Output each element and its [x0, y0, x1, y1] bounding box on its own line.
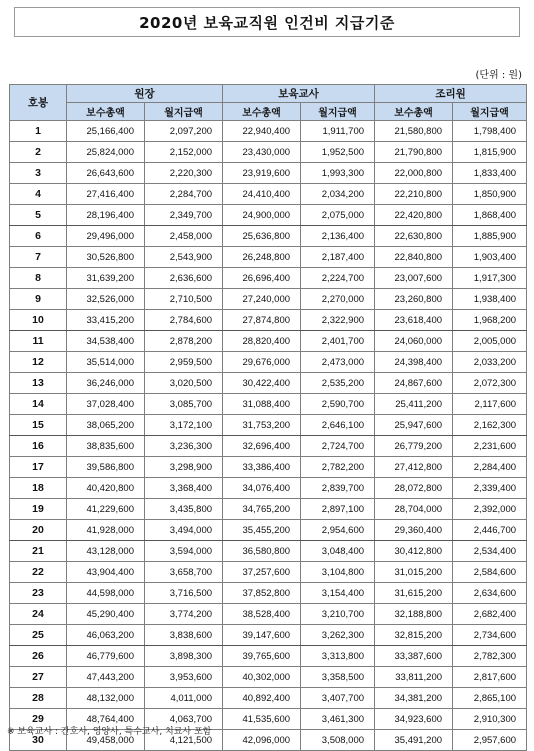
- cook-monthly-cell: 2,957,600: [453, 730, 527, 751]
- cook-monthly-cell: 2,910,300: [453, 709, 527, 730]
- teacher-total-cell: 30,422,400: [223, 373, 301, 394]
- cook-monthly-cell: 2,005,000: [453, 331, 527, 352]
- grade-cell: 6: [10, 226, 67, 247]
- cook-monthly-cell: 1,917,300: [453, 268, 527, 289]
- director-monthly-cell: 2,152,000: [145, 142, 223, 163]
- teacher-monthly-cell: 2,401,700: [301, 331, 375, 352]
- grade-cell: 22: [10, 562, 67, 583]
- cook-total-cell: 24,060,000: [375, 331, 453, 352]
- teacher-total-cell: 22,940,400: [223, 121, 301, 142]
- sub-header: 월지급액: [301, 103, 375, 121]
- group-header-teacher: 보육교사: [223, 85, 375, 103]
- teacher-monthly-cell: 2,075,000: [301, 205, 375, 226]
- cook-monthly-cell: 2,534,400: [453, 541, 527, 562]
- grade-cell: 13: [10, 373, 67, 394]
- table-row: [10, 520, 527, 541]
- teacher-total-cell: 31,753,200: [223, 415, 301, 436]
- teacher-total-cell: 42,096,000: [223, 730, 301, 751]
- director-total-cell: 41,928,000: [67, 520, 145, 541]
- cook-total-cell: 22,630,800: [375, 226, 453, 247]
- group-header-director: 원장: [67, 85, 223, 103]
- director-monthly-cell: 3,236,300: [145, 436, 223, 457]
- table-row: [10, 163, 527, 184]
- teacher-monthly-cell: 3,358,500: [301, 667, 375, 688]
- director-monthly-cell: 3,494,000: [145, 520, 223, 541]
- teacher-total-cell: 40,892,400: [223, 688, 301, 709]
- table-row: [10, 499, 527, 520]
- title-box: [14, 7, 520, 37]
- director-monthly-cell: 2,543,900: [145, 247, 223, 268]
- teacher-total-cell: 27,874,800: [223, 310, 301, 331]
- teacher-monthly-cell: 2,839,700: [301, 478, 375, 499]
- grade-cell: 1: [10, 121, 67, 142]
- cook-monthly-cell: 2,162,300: [453, 415, 527, 436]
- table-row: [10, 688, 527, 709]
- director-monthly-cell: 2,349,700: [145, 205, 223, 226]
- cook-monthly-cell: 1,868,400: [453, 205, 527, 226]
- teacher-monthly-cell: 2,270,000: [301, 289, 375, 310]
- group-header-row: [10, 85, 527, 103]
- table-row: [10, 205, 527, 226]
- teacher-total-cell: 25,636,800: [223, 226, 301, 247]
- cook-monthly-cell: 2,865,100: [453, 688, 527, 709]
- cook-total-cell: 24,398,400: [375, 352, 453, 373]
- table-row: [10, 646, 527, 667]
- director-monthly-cell: 2,959,500: [145, 352, 223, 373]
- teacher-monthly-cell: 3,154,400: [301, 583, 375, 604]
- teacher-monthly-cell: 3,210,700: [301, 604, 375, 625]
- sub-header: 월지급액: [145, 103, 223, 121]
- cook-total-cell: 30,412,800: [375, 541, 453, 562]
- grade-cell: 9: [10, 289, 67, 310]
- cook-monthly-cell: 2,782,300: [453, 646, 527, 667]
- director-monthly-cell: 3,898,300: [145, 646, 223, 667]
- teacher-total-cell: 31,088,400: [223, 394, 301, 415]
- director-monthly-cell: 3,020,500: [145, 373, 223, 394]
- salary-table: [9, 84, 527, 751]
- director-total-cell: 30,526,800: [67, 247, 145, 268]
- table-row: [10, 226, 527, 247]
- cook-total-cell: 22,000,800: [375, 163, 453, 184]
- grade-cell: 14: [10, 394, 67, 415]
- teacher-monthly-cell: 1,911,700: [301, 121, 375, 142]
- teacher-monthly-cell: 3,104,800: [301, 562, 375, 583]
- director-total-cell: 27,416,400: [67, 184, 145, 205]
- director-total-cell: 38,065,200: [67, 415, 145, 436]
- cook-total-cell: 22,210,800: [375, 184, 453, 205]
- table-row: [10, 331, 527, 352]
- grade-cell: 7: [10, 247, 67, 268]
- director-monthly-cell: 3,716,500: [145, 583, 223, 604]
- teacher-monthly-cell: 2,590,700: [301, 394, 375, 415]
- table-row: [10, 457, 527, 478]
- teacher-monthly-cell: 1,952,500: [301, 142, 375, 163]
- table-row: [10, 562, 527, 583]
- table-row: [10, 394, 527, 415]
- director-monthly-cell: 3,298,900: [145, 457, 223, 478]
- cook-monthly-cell: 1,903,400: [453, 247, 527, 268]
- director-total-cell: 41,229,600: [67, 499, 145, 520]
- sub-header: 보수총액: [375, 103, 453, 121]
- table-row: [10, 541, 527, 562]
- grade-cell: 2: [10, 142, 67, 163]
- cook-monthly-cell: 2,284,400: [453, 457, 527, 478]
- teacher-monthly-cell: 2,897,100: [301, 499, 375, 520]
- cook-monthly-cell: 1,815,900: [453, 142, 527, 163]
- group-header-cook: 조리원: [375, 85, 527, 103]
- teacher-total-cell: 34,076,400: [223, 478, 301, 499]
- cook-total-cell: 34,923,600: [375, 709, 453, 730]
- director-monthly-cell: 3,774,200: [145, 604, 223, 625]
- director-total-cell: 44,598,000: [67, 583, 145, 604]
- director-total-cell: 46,063,200: [67, 625, 145, 646]
- cook-total-cell: 23,618,400: [375, 310, 453, 331]
- table-row: [10, 310, 527, 331]
- cook-total-cell: 21,580,800: [375, 121, 453, 142]
- teacher-total-cell: 27,240,000: [223, 289, 301, 310]
- teacher-monthly-cell: 3,508,000: [301, 730, 375, 751]
- grade-cell: 19: [10, 499, 67, 520]
- cook-total-cell: 24,867,600: [375, 373, 453, 394]
- director-monthly-cell: 4,121,500: [145, 730, 223, 751]
- grade-header: 호봉: [10, 85, 67, 121]
- teacher-monthly-cell: 2,646,100: [301, 415, 375, 436]
- director-total-cell: 33,415,200: [67, 310, 145, 331]
- teacher-total-cell: 38,528,400: [223, 604, 301, 625]
- unit-label: (단위 : 원): [475, 70, 522, 81]
- director-total-cell: 37,028,400: [67, 394, 145, 415]
- grade-cell: 28: [10, 688, 67, 709]
- teacher-total-cell: 41,535,600: [223, 709, 301, 730]
- cook-monthly-cell: 1,850,900: [453, 184, 527, 205]
- director-total-cell: 32,526,000: [67, 289, 145, 310]
- teacher-monthly-cell: 2,224,700: [301, 268, 375, 289]
- table-body: [10, 121, 527, 751]
- director-total-cell: 43,128,000: [67, 541, 145, 562]
- cook-monthly-cell: 2,231,600: [453, 436, 527, 457]
- director-monthly-cell: 3,085,700: [145, 394, 223, 415]
- teacher-total-cell: 39,147,600: [223, 625, 301, 646]
- director-total-cell: 36,246,000: [67, 373, 145, 394]
- cook-total-cell: 35,491,200: [375, 730, 453, 751]
- director-monthly-cell: 2,284,700: [145, 184, 223, 205]
- grade-cell: 12: [10, 352, 67, 373]
- cook-total-cell: 27,412,800: [375, 457, 453, 478]
- cook-monthly-cell: 2,072,300: [453, 373, 527, 394]
- grade-cell: 23: [10, 583, 67, 604]
- director-total-cell: 39,586,800: [67, 457, 145, 478]
- teacher-monthly-cell: 3,262,300: [301, 625, 375, 646]
- teacher-total-cell: 24,410,400: [223, 184, 301, 205]
- page-title: 2020년 보육교직원 인건비 지급기준: [139, 13, 395, 32]
- cook-monthly-cell: 1,885,900: [453, 226, 527, 247]
- cook-total-cell: 33,811,200: [375, 667, 453, 688]
- cook-monthly-cell: 2,817,600: [453, 667, 527, 688]
- cook-monthly-cell: 2,392,000: [453, 499, 527, 520]
- sub-header: 보수총액: [223, 103, 301, 121]
- teacher-monthly-cell: 2,724,700: [301, 436, 375, 457]
- table-row: [10, 478, 527, 499]
- teacher-monthly-cell: 3,048,400: [301, 541, 375, 562]
- table-row: [10, 604, 527, 625]
- sub-header: 월지급액: [453, 103, 527, 121]
- grade-cell: 21: [10, 541, 67, 562]
- grade-cell: 25: [10, 625, 67, 646]
- grade-cell: 8: [10, 268, 67, 289]
- teacher-monthly-cell: 3,461,300: [301, 709, 375, 730]
- director-monthly-cell: 3,953,600: [145, 667, 223, 688]
- cook-total-cell: 28,704,000: [375, 499, 453, 520]
- cook-total-cell: 32,815,200: [375, 625, 453, 646]
- table-row: [10, 625, 527, 646]
- teacher-monthly-cell: 2,034,200: [301, 184, 375, 205]
- director-total-cell: 43,904,400: [67, 562, 145, 583]
- teacher-total-cell: 24,900,000: [223, 205, 301, 226]
- cook-monthly-cell: 2,117,600: [453, 394, 527, 415]
- cook-total-cell: 32,188,800: [375, 604, 453, 625]
- cook-total-cell: 23,007,600: [375, 268, 453, 289]
- director-monthly-cell: 2,458,000: [145, 226, 223, 247]
- table-row: [10, 184, 527, 205]
- teacher-total-cell: 26,248,800: [223, 247, 301, 268]
- director-total-cell: 31,639,200: [67, 268, 145, 289]
- cook-monthly-cell: 2,339,400: [453, 478, 527, 499]
- teacher-total-cell: 37,257,600: [223, 562, 301, 583]
- director-monthly-cell: 2,878,200: [145, 331, 223, 352]
- table-row: [10, 583, 527, 604]
- grade-cell: 11: [10, 331, 67, 352]
- cook-monthly-cell: 2,584,600: [453, 562, 527, 583]
- grade-cell: 20: [10, 520, 67, 541]
- cook-total-cell: 21,790,800: [375, 142, 453, 163]
- table-row: [10, 415, 527, 436]
- director-monthly-cell: 2,784,600: [145, 310, 223, 331]
- teacher-total-cell: 40,302,000: [223, 667, 301, 688]
- table-row: [10, 289, 527, 310]
- director-monthly-cell: 2,097,200: [145, 121, 223, 142]
- director-total-cell: 38,835,600: [67, 436, 145, 457]
- cook-monthly-cell: 1,968,200: [453, 310, 527, 331]
- director-total-cell: 48,764,400: [67, 709, 145, 730]
- teacher-monthly-cell: 3,407,700: [301, 688, 375, 709]
- grade-cell: 24: [10, 604, 67, 625]
- grade-cell: 30: [10, 730, 67, 751]
- grade-cell: 16: [10, 436, 67, 457]
- director-monthly-cell: 4,063,700: [145, 709, 223, 730]
- grade-cell: 27: [10, 667, 67, 688]
- footnote: ※ 보육교사 : 간호사, 영양사, 특수교사, 치료사 포함: [7, 727, 212, 737]
- cook-total-cell: 31,615,200: [375, 583, 453, 604]
- teacher-monthly-cell: 2,473,000: [301, 352, 375, 373]
- sub-header: 보수총액: [67, 103, 145, 121]
- cook-total-cell: 33,387,600: [375, 646, 453, 667]
- teacher-monthly-cell: 2,322,900: [301, 310, 375, 331]
- teacher-monthly-cell: 2,136,400: [301, 226, 375, 247]
- cook-total-cell: 23,260,800: [375, 289, 453, 310]
- table-row: [10, 142, 527, 163]
- cook-total-cell: 26,779,200: [375, 436, 453, 457]
- teacher-monthly-cell: 2,782,200: [301, 457, 375, 478]
- grade-cell: 29: [10, 709, 67, 730]
- cook-total-cell: 22,420,800: [375, 205, 453, 226]
- teacher-total-cell: 34,765,200: [223, 499, 301, 520]
- teacher-total-cell: 33,386,400: [223, 457, 301, 478]
- director-monthly-cell: 4,011,000: [145, 688, 223, 709]
- cook-monthly-cell: 2,634,600: [453, 583, 527, 604]
- director-total-cell: 29,496,000: [67, 226, 145, 247]
- teacher-monthly-cell: 3,313,800: [301, 646, 375, 667]
- cook-monthly-cell: 1,833,400: [453, 163, 527, 184]
- teacher-monthly-cell: 2,954,600: [301, 520, 375, 541]
- director-total-cell: 46,779,600: [67, 646, 145, 667]
- director-monthly-cell: 2,220,300: [145, 163, 223, 184]
- table-row: [10, 268, 527, 289]
- table-row: [10, 121, 527, 142]
- teacher-monthly-cell: 2,187,400: [301, 247, 375, 268]
- grade-cell: 4: [10, 184, 67, 205]
- director-total-cell: 26,643,600: [67, 163, 145, 184]
- cook-monthly-cell: 2,734,600: [453, 625, 527, 646]
- director-total-cell: 45,290,400: [67, 604, 145, 625]
- grade-cell: 17: [10, 457, 67, 478]
- cook-monthly-cell: 2,446,700: [453, 520, 527, 541]
- teacher-total-cell: 37,852,800: [223, 583, 301, 604]
- director-monthly-cell: 2,636,600: [145, 268, 223, 289]
- director-monthly-cell: 3,368,400: [145, 478, 223, 499]
- table-row: [10, 352, 527, 373]
- teacher-total-cell: 23,919,600: [223, 163, 301, 184]
- teacher-monthly-cell: 1,993,300: [301, 163, 375, 184]
- teacher-total-cell: 35,455,200: [223, 520, 301, 541]
- cook-total-cell: 28,072,800: [375, 478, 453, 499]
- table-row: [10, 373, 527, 394]
- director-monthly-cell: 3,594,000: [145, 541, 223, 562]
- cook-total-cell: 31,015,200: [375, 562, 453, 583]
- table-row: [10, 247, 527, 268]
- cook-total-cell: 25,411,200: [375, 394, 453, 415]
- grade-cell: 26: [10, 646, 67, 667]
- cook-total-cell: 22,840,800: [375, 247, 453, 268]
- cook-monthly-cell: 1,938,400: [453, 289, 527, 310]
- director-total-cell: 48,132,000: [67, 688, 145, 709]
- director-total-cell: 34,538,400: [67, 331, 145, 352]
- table-row: [10, 436, 527, 457]
- grade-cell: 18: [10, 478, 67, 499]
- director-monthly-cell: 3,172,100: [145, 415, 223, 436]
- cook-monthly-cell: 1,798,400: [453, 121, 527, 142]
- director-total-cell: 47,443,200: [67, 667, 145, 688]
- grade-cell: 3: [10, 163, 67, 184]
- teacher-total-cell: 26,696,400: [223, 268, 301, 289]
- director-total-cell: 28,196,400: [67, 205, 145, 226]
- teacher-total-cell: 32,696,400: [223, 436, 301, 457]
- grade-cell: 10: [10, 310, 67, 331]
- cook-total-cell: 34,381,200: [375, 688, 453, 709]
- teacher-total-cell: 36,580,800: [223, 541, 301, 562]
- grade-cell: 15: [10, 415, 67, 436]
- director-total-cell: 35,514,000: [67, 352, 145, 373]
- cook-total-cell: 29,360,400: [375, 520, 453, 541]
- director-monthly-cell: 3,658,700: [145, 562, 223, 583]
- director-total-cell: 25,824,000: [67, 142, 145, 163]
- director-monthly-cell: 2,710,500: [145, 289, 223, 310]
- grade-cell: 5: [10, 205, 67, 226]
- teacher-total-cell: 23,430,000: [223, 142, 301, 163]
- cook-monthly-cell: 2,682,400: [453, 604, 527, 625]
- teacher-total-cell: 28,820,400: [223, 331, 301, 352]
- teacher-total-cell: 39,765,600: [223, 646, 301, 667]
- cook-total-cell: 25,947,600: [375, 415, 453, 436]
- teacher-monthly-cell: 2,535,200: [301, 373, 375, 394]
- director-total-cell: 25,166,400: [67, 121, 145, 142]
- director-monthly-cell: 3,838,600: [145, 625, 223, 646]
- table-row: [10, 667, 527, 688]
- sub-header-row: [10, 103, 527, 121]
- teacher-total-cell: 29,676,000: [223, 352, 301, 373]
- director-total-cell: 49,458,000: [67, 730, 145, 751]
- director-total-cell: 40,420,800: [67, 478, 145, 499]
- director-monthly-cell: 3,435,800: [145, 499, 223, 520]
- cook-monthly-cell: 2,033,200: [453, 352, 527, 373]
